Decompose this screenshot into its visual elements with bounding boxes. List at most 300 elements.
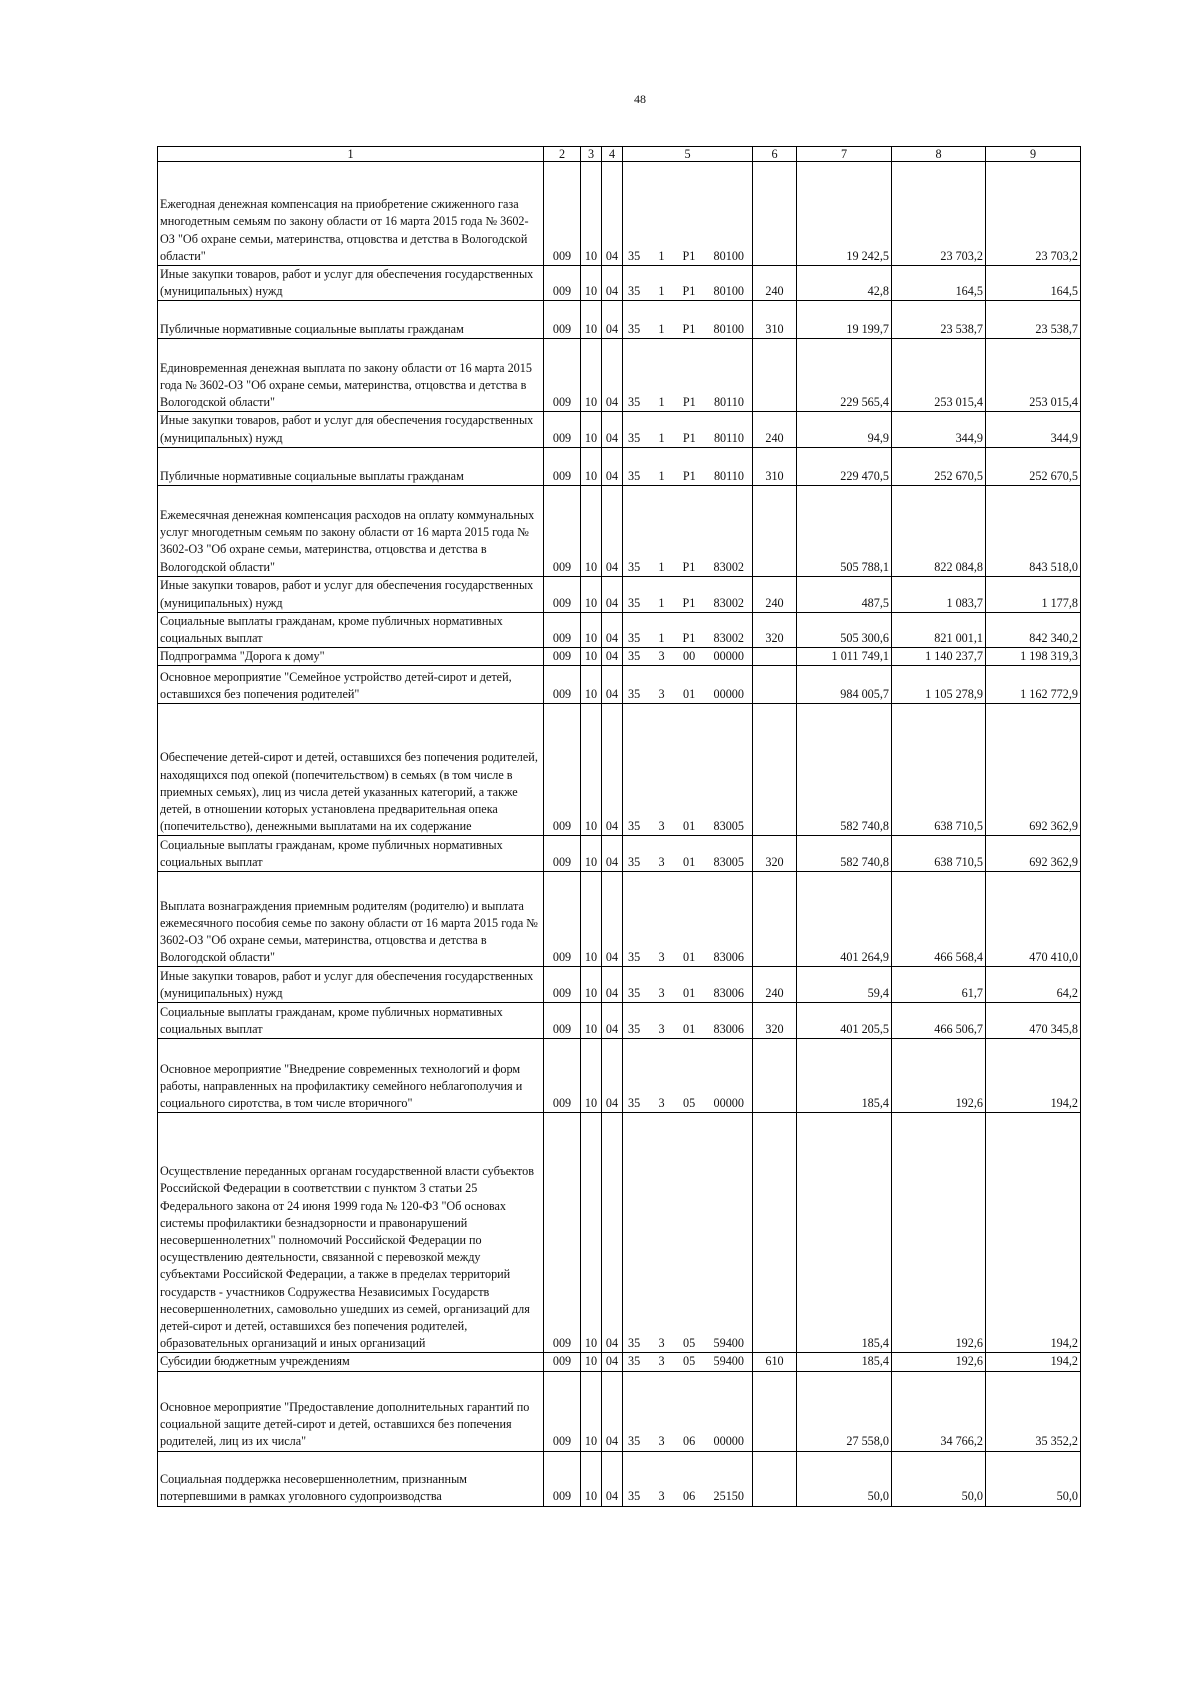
code-direction: 00000 (713, 649, 744, 664)
section-code: 10 (581, 612, 602, 647)
row-description: Публичные нормативные социальные выплаты гражданам (158, 301, 544, 339)
expense-type-code: 310 (753, 447, 797, 485)
row-description: Иные закупки товаров, работ и услуг для обеспечения государственных (муниципальных) нужд (158, 967, 544, 1003)
expense-type-code: 310 (753, 301, 797, 339)
target-article-parts (625, 1021, 750, 1038)
table-row (158, 1113, 1081, 1353)
amount-year-2: 638 710,5 (892, 704, 986, 836)
target-article-code (623, 266, 753, 301)
row-description: Выплата вознаграждения приемным родителям (родителю) и выплата ежемесячного пособия семье по закону области от 16 марта 2015 года № 3602-ОЗ "Об охране семьи, материнства, отцовства и детства в Вологодской области" (158, 872, 544, 967)
code-direction: 80100 (713, 284, 744, 299)
amount-year-2: 466 506,7 (892, 1003, 986, 1039)
table-row (158, 836, 1081, 872)
table-row (158, 648, 1081, 666)
code-subprogram: 3 (658, 986, 665, 1001)
header-cell-8: 8 (892, 147, 986, 162)
ministry-code: 009 (544, 485, 581, 576)
row-description: Обеспечение детей-сирот и детей, оставшихся без попечения родителей, находящихся под опекой (попечительством) в семьях (в том числе в приемных семьях), лиц из числа детей указанных категорий, а также детей, в отношении которых установлена предварительная опека (попечительство), денежными выплатами на их содержание (158, 704, 544, 836)
code-event: P1 (682, 322, 696, 337)
table-row (158, 872, 1081, 967)
amount-year-2: 164,5 (892, 266, 986, 301)
header-cell-5: 5 (623, 147, 753, 162)
expense-type-code: 240 (753, 412, 797, 447)
table-row (158, 1353, 1081, 1371)
amount-year-1: 582 740,8 (797, 704, 892, 836)
amount-year-2: 1 140 237,7 (892, 648, 986, 666)
target-article-code (623, 576, 753, 612)
ministry-code: 009 (544, 1039, 581, 1113)
section-code: 10 (581, 1451, 602, 1506)
amount-year-1: 42,8 (797, 266, 892, 301)
amount-year-3: 64,2 (986, 967, 1081, 1003)
amount-year-3: 252 670,5 (986, 447, 1081, 485)
code-program: 35 (628, 322, 641, 337)
expense-type-code (753, 1451, 797, 1506)
ministry-code: 009 (544, 412, 581, 447)
code-program: 35 (628, 284, 641, 299)
code-direction: 80110 (713, 468, 744, 483)
table-row (158, 704, 1081, 836)
code-program: 35 (628, 1434, 641, 1449)
expense-type-code: 320 (753, 1003, 797, 1039)
subsection-code: 04 (602, 485, 623, 576)
code-direction: 00000 (713, 1434, 744, 1449)
code-event: 01 (682, 687, 696, 702)
code-subprogram: 1 (658, 631, 665, 646)
amount-year-1: 185,4 (797, 1113, 892, 1353)
target-article-parts (625, 985, 750, 1002)
target-article-code (623, 162, 753, 266)
amount-year-2: 34 766,2 (892, 1371, 986, 1451)
amount-year-3: 194,2 (986, 1039, 1081, 1113)
target-article-parts (625, 1095, 750, 1112)
expense-type-code (753, 666, 797, 704)
code-direction: 00000 (713, 1096, 744, 1111)
subsection-code: 04 (602, 1353, 623, 1371)
code-subprogram: 1 (658, 322, 665, 337)
subsection-code: 04 (602, 301, 623, 339)
amount-year-1: 185,4 (797, 1039, 892, 1113)
ministry-code: 009 (544, 1353, 581, 1371)
code-subprogram: 1 (658, 430, 665, 445)
target-article-parts (625, 854, 750, 871)
amount-year-1: 229 470,5 (797, 447, 892, 485)
target-article-parts (625, 1488, 750, 1505)
target-article-code (623, 1353, 753, 1371)
code-event: P1 (682, 395, 696, 410)
subsection-code: 04 (602, 872, 623, 967)
section-code: 10 (581, 412, 602, 447)
amount-year-3: 194,2 (986, 1353, 1081, 1371)
target-article-parts (625, 630, 750, 647)
target-article-code (623, 1451, 753, 1506)
section-code: 10 (581, 1003, 602, 1039)
code-direction: 83005 (713, 819, 744, 834)
subsection-code: 04 (602, 836, 623, 872)
amount-year-3: 692 362,9 (986, 836, 1081, 872)
ministry-code: 009 (544, 612, 581, 647)
code-subprogram: 1 (658, 284, 665, 299)
target-article-parts (625, 430, 750, 447)
section-code: 10 (581, 1039, 602, 1113)
target-article-parts (625, 321, 750, 338)
table-row (158, 1371, 1081, 1451)
code-direction: 80110 (713, 430, 744, 445)
ministry-code: 009 (544, 648, 581, 666)
code-direction: 83006 (713, 950, 744, 965)
expense-type-code (753, 1039, 797, 1113)
code-subprogram: 1 (658, 595, 665, 610)
header-cell-4: 4 (602, 147, 623, 162)
table-row (158, 1451, 1081, 1506)
table-row (158, 967, 1081, 1003)
amount-year-3: 1 177,8 (986, 576, 1081, 612)
row-description: Субсидии бюджетным учреждениям (158, 1353, 544, 1371)
code-subprogram: 3 (658, 649, 665, 664)
table-row (158, 612, 1081, 647)
code-subprogram: 3 (658, 1354, 665, 1369)
code-event: P1 (682, 559, 696, 574)
row-description: Основное мероприятие "Семейное устройство детей-сирот и детей, оставшихся без попечения родителей" (158, 666, 544, 704)
ministry-code: 009 (544, 872, 581, 967)
header-row (158, 147, 1081, 162)
amount-year-1: 59,4 (797, 967, 892, 1003)
code-program: 35 (628, 631, 641, 646)
ministry-code: 009 (544, 266, 581, 301)
code-program: 35 (628, 855, 641, 870)
amount-year-1: 229 565,4 (797, 339, 892, 412)
ministry-code: 009 (544, 1371, 581, 1451)
code-direction: 80100 (713, 248, 744, 263)
row-description: Иные закупки товаров, работ и услуг для обеспечения государственных (муниципальных) нужд (158, 412, 544, 447)
row-description: Ежемесячная денежная компенсация расходов на оплату коммунальных услуг многодетным семьям по закону области от 16 марта 2015 года № 3602-ОЗ "Об охране семьи, материнства, отцовства и детства в Вологодской области" (158, 485, 544, 576)
amount-year-2: 252 670,5 (892, 447, 986, 485)
header-cell-1: 1 (158, 147, 544, 162)
section-code: 10 (581, 967, 602, 1003)
code-subprogram: 3 (658, 1489, 665, 1504)
ministry-code: 009 (544, 967, 581, 1003)
target-article-code (623, 1371, 753, 1451)
target-article-code (623, 1003, 753, 1039)
code-direction: 83006 (713, 986, 744, 1001)
ministry-code: 009 (544, 1003, 581, 1039)
code-subprogram: 3 (658, 1434, 665, 1449)
target-article-parts (625, 468, 750, 485)
expense-type-code (753, 704, 797, 836)
subsection-code: 04 (602, 648, 623, 666)
amount-year-3: 842 340,2 (986, 612, 1081, 647)
expense-type-code: 240 (753, 266, 797, 301)
section-code: 10 (581, 447, 602, 485)
amount-year-2: 253 015,4 (892, 339, 986, 412)
page-number: 48 (634, 92, 646, 106)
expense-type-code: 240 (753, 576, 797, 612)
amount-year-1: 27 558,0 (797, 1371, 892, 1451)
code-event: P1 (682, 595, 696, 610)
ministry-code: 009 (544, 162, 581, 266)
target-article-parts (625, 949, 750, 966)
code-subprogram: 3 (658, 950, 665, 965)
code-subprogram: 3 (658, 1096, 665, 1111)
expense-type-code: 320 (753, 836, 797, 872)
subsection-code: 04 (602, 447, 623, 485)
row-description: Иные закупки товаров, работ и услуг для обеспечения государственных (муниципальных) нужд (158, 266, 544, 301)
amount-year-2: 192,6 (892, 1039, 986, 1113)
subsection-code: 04 (602, 1039, 623, 1113)
expense-type-code: 610 (753, 1353, 797, 1371)
code-direction: 83006 (713, 1022, 744, 1037)
target-article-parts (625, 1335, 750, 1352)
section-code: 10 (581, 1113, 602, 1353)
row-description: Иные закупки товаров, работ и услуг для обеспечения государственных (муниципальных) нужд (158, 576, 544, 612)
ministry-code: 009 (544, 1451, 581, 1506)
code-direction: 83002 (713, 559, 744, 574)
subsection-code: 04 (602, 266, 623, 301)
amount-year-3: 1 198 319,3 (986, 648, 1081, 666)
amount-year-1: 487,5 (797, 576, 892, 612)
code-program: 35 (628, 395, 641, 410)
amount-year-2: 1 105 278,9 (892, 666, 986, 704)
section-code: 10 (581, 266, 602, 301)
target-article-code (623, 339, 753, 412)
code-program: 35 (628, 1022, 641, 1037)
amount-year-3: 164,5 (986, 266, 1081, 301)
code-direction: 83005 (713, 855, 744, 870)
amount-year-2: 344,9 (892, 412, 986, 447)
amount-year-3: 35 352,2 (986, 1371, 1081, 1451)
target-article-code (623, 485, 753, 576)
section-code: 10 (581, 666, 602, 704)
target-article-parts (625, 248, 750, 265)
amount-year-2: 822 084,8 (892, 485, 986, 576)
amount-year-1: 984 005,7 (797, 666, 892, 704)
code-program: 35 (628, 1489, 641, 1504)
code-direction: 83002 (713, 595, 744, 610)
section-code: 10 (581, 576, 602, 612)
amount-year-1: 1 011 749,1 (797, 648, 892, 666)
table-row (158, 339, 1081, 412)
row-description: Социальные выплаты гражданам, кроме публичных нормативных социальных выплат (158, 1003, 544, 1039)
target-article-code (623, 666, 753, 704)
amount-year-1: 19 242,5 (797, 162, 892, 266)
table-row (158, 266, 1081, 301)
subsection-code: 04 (602, 1371, 623, 1451)
code-program: 35 (628, 559, 641, 574)
code-event: 05 (682, 1354, 696, 1369)
target-article-parts (625, 1433, 750, 1450)
code-program: 35 (628, 430, 641, 445)
ministry-code: 009 (544, 339, 581, 412)
budget-table (157, 146, 1081, 1507)
table-row (158, 301, 1081, 339)
code-direction: 25150 (713, 1489, 744, 1504)
row-description: Публичные нормативные социальные выплаты гражданам (158, 447, 544, 485)
code-direction: 59400 (713, 1354, 744, 1369)
expense-type-code: 240 (753, 967, 797, 1003)
amount-year-1: 505 300,6 (797, 612, 892, 647)
section-code: 10 (581, 836, 602, 872)
amount-year-2: 23 703,2 (892, 162, 986, 266)
amount-year-2: 61,7 (892, 967, 986, 1003)
subsection-code: 04 (602, 576, 623, 612)
table-row (158, 447, 1081, 485)
code-direction: 80100 (713, 322, 744, 337)
code-event: 01 (682, 819, 696, 834)
expense-type-code (753, 162, 797, 266)
code-subprogram: 3 (658, 1336, 665, 1351)
code-program: 35 (628, 1336, 641, 1351)
code-subprogram: 1 (658, 395, 665, 410)
ministry-code: 009 (544, 1113, 581, 1353)
code-subprogram: 3 (658, 855, 665, 870)
target-article-parts (625, 648, 750, 665)
header-cell-3: 3 (581, 147, 602, 162)
target-article-code (623, 447, 753, 485)
amount-year-1: 505 788,1 (797, 485, 892, 576)
subsection-code: 04 (602, 162, 623, 266)
code-direction: 83002 (713, 631, 744, 646)
subsection-code: 04 (602, 612, 623, 647)
amount-year-1: 185,4 (797, 1353, 892, 1371)
subsection-code: 04 (602, 412, 623, 447)
target-article-parts (625, 818, 750, 835)
code-event: P1 (682, 468, 696, 483)
code-program: 35 (628, 687, 641, 702)
code-program: 35 (628, 950, 641, 965)
section-code: 10 (581, 339, 602, 412)
code-event: 05 (682, 1336, 696, 1351)
amount-year-2: 50,0 (892, 1451, 986, 1506)
code-subprogram: 1 (658, 559, 665, 574)
code-subprogram: 3 (658, 687, 665, 702)
target-article-parts (625, 394, 750, 411)
amount-year-3: 194,2 (986, 1113, 1081, 1353)
table-row (158, 1003, 1081, 1039)
row-description: Социальные выплаты гражданам, кроме публичных нормативных социальных выплат (158, 612, 544, 647)
table-row (158, 666, 1081, 704)
code-program: 35 (628, 1354, 641, 1369)
code-program: 35 (628, 986, 641, 1001)
expense-type-code: 320 (753, 612, 797, 647)
ministry-code: 009 (544, 576, 581, 612)
header-cell-6: 6 (753, 147, 797, 162)
table-row (158, 1039, 1081, 1113)
header-cell-9: 9 (986, 147, 1081, 162)
amount-year-3: 843 518,0 (986, 485, 1081, 576)
amount-year-2: 1 083,7 (892, 576, 986, 612)
row-description: Ежегодная денежная компенсация на приобретение сжиженного газа многодетным семьям по закону области от 16 марта 2015 года № 3602-ОЗ "Об охране семьи, материнства, отцовства и детства в Вологодской области" (158, 162, 544, 266)
code-event: 01 (682, 950, 696, 965)
target-article-code (623, 872, 753, 967)
row-description: Основное мероприятие "Предоставление дополнительных гарантий по социальной защите детей-сирот и детей, оставшихся без попечения родителей, лиц из их числа" (158, 1371, 544, 1451)
target-article-code (623, 1039, 753, 1113)
section-code: 10 (581, 1353, 602, 1371)
amount-year-2: 466 568,4 (892, 872, 986, 967)
target-article-parts (625, 1353, 750, 1370)
table-row (158, 162, 1081, 266)
subsection-code: 04 (602, 339, 623, 412)
ministry-code: 009 (544, 301, 581, 339)
subsection-code: 04 (602, 666, 623, 704)
ministry-code: 009 (544, 704, 581, 836)
subsection-code: 04 (602, 1451, 623, 1506)
code-program: 35 (628, 248, 641, 263)
target-article-code (623, 648, 753, 666)
target-article-parts (625, 595, 750, 612)
ministry-code: 009 (544, 836, 581, 872)
target-article-code (623, 704, 753, 836)
code-event: 00 (682, 649, 696, 664)
amount-year-1: 401 205,5 (797, 1003, 892, 1039)
code-event: 06 (682, 1489, 696, 1504)
amount-year-2: 192,6 (892, 1353, 986, 1371)
row-description: Социальная поддержка несовершеннолетним, признанным потерпевшими в рамках уголовного судопроизводства (158, 1451, 544, 1506)
amount-year-2: 638 710,5 (892, 836, 986, 872)
code-program: 35 (628, 595, 641, 610)
code-event: P1 (682, 430, 696, 445)
amount-year-2: 821 001,1 (892, 612, 986, 647)
target-article-code (623, 301, 753, 339)
code-program: 35 (628, 468, 641, 483)
code-event: P1 (682, 631, 696, 646)
section-code: 10 (581, 485, 602, 576)
code-subprogram: 1 (658, 468, 665, 483)
code-direction: 59400 (713, 1336, 744, 1351)
code-event: 05 (682, 1096, 696, 1111)
ministry-code: 009 (544, 666, 581, 704)
table-row (158, 485, 1081, 576)
section-code: 10 (581, 648, 602, 666)
code-program: 35 (628, 649, 641, 664)
target-article-code (623, 967, 753, 1003)
amount-year-3: 1 162 772,9 (986, 666, 1081, 704)
amount-year-3: 470 410,0 (986, 872, 1081, 967)
amount-year-3: 50,0 (986, 1451, 1081, 1506)
expense-type-code (753, 1113, 797, 1353)
header-cell-7: 7 (797, 147, 892, 162)
target-article-code (623, 1113, 753, 1353)
header-cell-2: 2 (544, 147, 581, 162)
amount-year-1: 582 740,8 (797, 836, 892, 872)
amount-year-3: 23 703,2 (986, 162, 1081, 266)
row-description: Подпрограмма "Дорога к дому" (158, 648, 544, 666)
amount-year-3: 253 015,4 (986, 339, 1081, 412)
row-description: Социальные выплаты гражданам, кроме публичных нормативных социальных выплат (158, 836, 544, 872)
expense-type-code (753, 1371, 797, 1451)
code-event: P1 (682, 284, 696, 299)
code-event: 01 (682, 986, 696, 1001)
expense-type-code (753, 485, 797, 576)
amount-year-1: 19 199,7 (797, 301, 892, 339)
amount-year-3: 692 362,9 (986, 704, 1081, 836)
target-article-parts (625, 559, 750, 576)
subsection-code: 04 (602, 967, 623, 1003)
amount-year-1: 50,0 (797, 1451, 892, 1506)
code-subprogram: 1 (658, 248, 665, 263)
amount-year-2: 192,6 (892, 1113, 986, 1353)
target-article-parts (625, 686, 750, 703)
target-article-parts (625, 283, 750, 300)
subsection-code: 04 (602, 1003, 623, 1039)
code-event: 01 (682, 855, 696, 870)
subsection-code: 04 (602, 704, 623, 836)
row-description: Единовременная денежная выплата по закону области от 16 марта 2015 года № 3602-ОЗ "Об охране семьи, материнства, отцовства и детства в Вологодской области" (158, 339, 544, 412)
subsection-code: 04 (602, 1113, 623, 1353)
code-subprogram: 3 (658, 1022, 665, 1037)
target-article-code (623, 412, 753, 447)
section-code: 10 (581, 301, 602, 339)
target-article-code (623, 612, 753, 647)
